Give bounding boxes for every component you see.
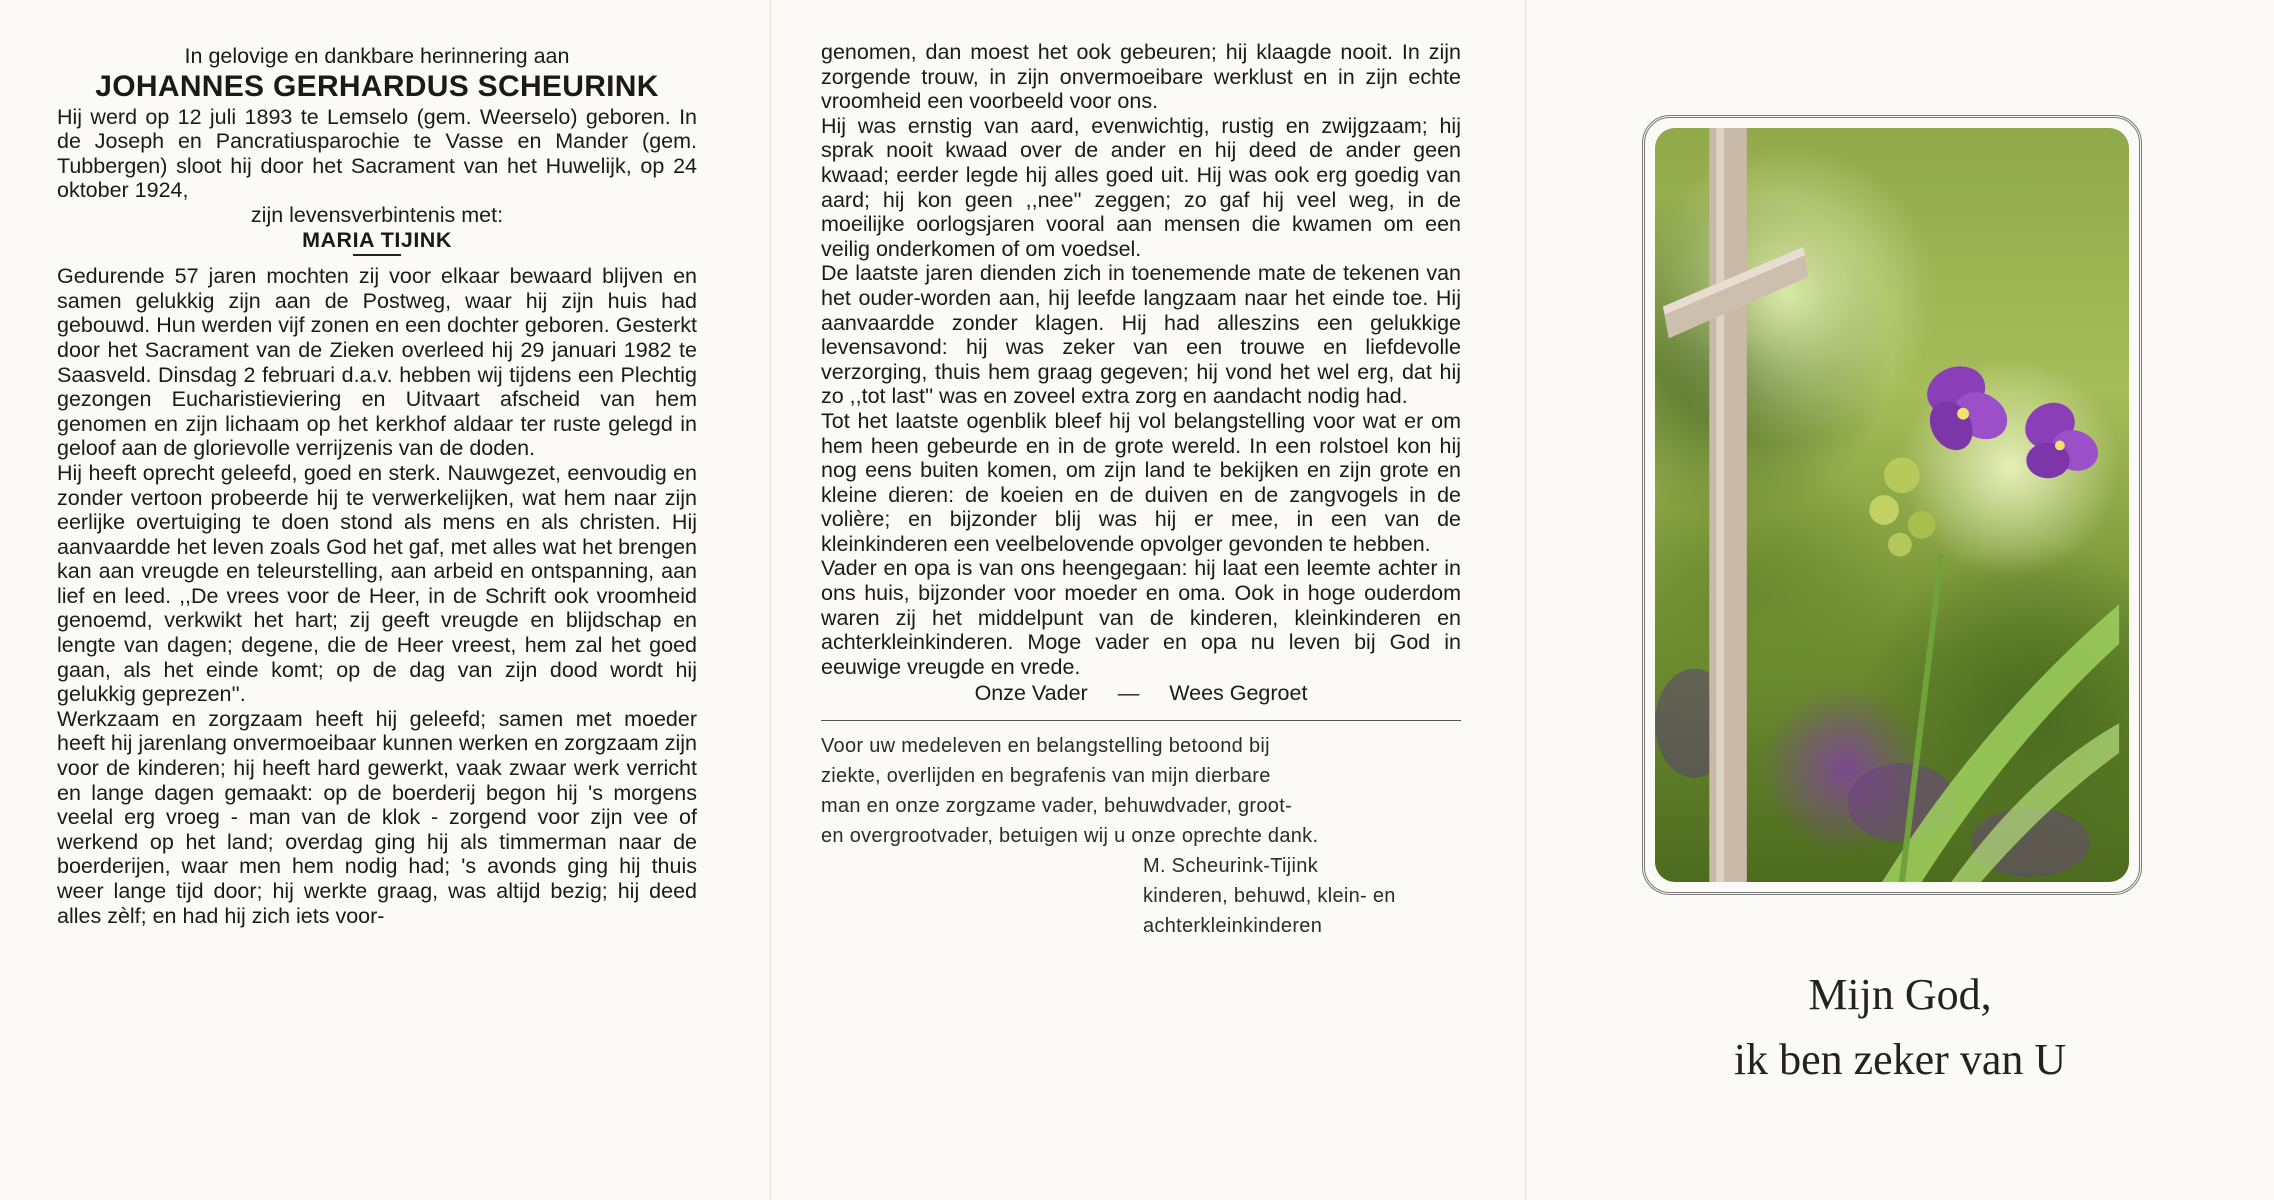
thanks-line: man en onze zorgzame vader, behuwdvader, groot-	[821, 795, 1293, 818]
left-panel	[0, 0, 771, 1200]
signature-name: M. Scheurink-Tijink	[1143, 855, 1318, 878]
paragraph-interest: Tot het laatste ogenblik bleef hij vol belangstelling voor wat er om hem heen gebeurde en in de grote wereld. In een rolstoel kon hij nog eens buiten komen, om zijn land te bekijken en zijn grote en kleine dieren: de koeien en de duiven en de zangvogels in de volière; en bijzonder blij was hij er mee, in een van de kleinkinderen een veelbelovende opvolger gevonden te hebben.	[821, 408, 1461, 556]
paragraph-work: Werkzaam en zorgzaam heeft hij geleefd; samen met moeder heeft hij jarenlang onvermoeibaar kunnen werken en zorgzaam zijn voor de kinderen; hij heeft hard gewerkt, vaak zwaar werk verricht en lange dagen gemaakt: op de boerderij begon hij 's morgens veelal erg vroeg - man van de klok - zorgend voor zijn vee of werkend op het land; overdag ging hij als timmerman naar de boerderijen, waar men hem nodig had; 's avonds ging hij thuis weer lange tijd door; hij werkte graag, was altijd bezig; hij deed alles zèlf; en had hij zich iets voor-	[57, 706, 697, 928]
paragraph-nature: Hij was ernstig van aard, evenwichtig, rustig en zwijgzaam; hij sprak nooit kwaad over de ander en hij deed de ander geen kwaad; eerder legde hij alles goed uit. Hij was ook erg goedig van aard; hij kon geen ,,nee'' zeggen; zo gaf hij veel weg, in de moeilijke oorlogsjaren vooral aan mensen die kwamen om een veilig onderkomen of om voedsel.	[821, 113, 1461, 261]
paragraph-continuation: genomen, dan moest het ook gebeuren; hij klaagde nooit. In zijn zorgende trouw, in zijn onvermoeibare werklust en in zijn echte vroomheid een voorbeeld voor ons.	[821, 40, 1461, 114]
obituary-column-left	[57, 44, 697, 928]
prayer-line	[821, 681, 1461, 706]
thanks-line: en overgrootvader, betuigen wij u onze oprechte dank.	[821, 825, 1319, 848]
spouse-name: MARIA TIJINK	[302, 227, 452, 252]
paragraph-character: Hij heeft oprecht geleefd, goed en sterk. Nauwgezet, eenvoudig en zonder vertoon probeerde hij te verwerkelijken, wat hem naar zijn eerlijke overtuiging te doen stond als mens en als christen. Hij aanvaardde het leven zoals God het gaf, met alles wat het brengen kan aan vreugde en teleurstelling, aan arbeid en ontspanning, aan lief en leed. ,,De vrees voor de Heer, in de Schrift ook vroomheid genoemd, verkwikt het hart; zij geeft vreugde en blijdschap en lengte van dagen; degene, die de Heer vreest, hem zal het goed gaan, als het einde komt; op de dag van zijn dood wordt hij gelukkig geprezen''.	[57, 460, 697, 707]
thanks-line: Voor uw medeleven en belangstelling betoond bij	[821, 735, 1270, 758]
verse-line-2: ik ben zeker van U	[1733, 1035, 2067, 1084]
purple-flower	[1920, 358, 2015, 458]
flower-bud	[1908, 511, 1936, 539]
paragraph-marriage: Gedurende 57 jaren mochten zij voor elkaar bewaard blijven en samen gelukkig zijn aan de Postweg, waar hij zijn huis had gebouwd. Hun werden vijf zonen en een dochter geboren. Gesterkt door het Sacrament van de Zieken overleed hij 29 januari 1982 te Saasveld. Dinsdag 2 februari d.a.v. hebben wij tijdens een Plechtig gezongen Eucharistieviering en Uitvaart afscheid van hem genomen en zijn lichaam op het kerkhof aldaar ter ruste gelegd in geloof aan de glorievolle verrijzenis van de doden.	[57, 264, 697, 461]
purple-flower	[2017, 394, 2104, 478]
deceased-name: JOHANNES GERHARDUS SCHEURINK	[95, 69, 659, 103]
thanks-line: ziekte, overlijden en begrafenis van mijn dierbare	[821, 765, 1271, 788]
intro-line: In gelovige en dankbare herinnering aan	[184, 44, 570, 68]
union-line: zijn levensverbintenis met:	[250, 202, 504, 227]
signature-line: kinderen, behuwd, klein- en	[1143, 885, 1396, 908]
paragraph-last-years: De laatste jaren dienden zich in toenemende mate de tekenen van het ouder-worden aan, hij leefde langzaam naar het einde toe. Hij aanvaardde zonder klagen. Hij had alleszins een gelukkige levensavond: hij was zeker van een trouwe en liefdevolle verzorging, thuis hem graag gegeven; hij vond het wel erg, dat hij zo ,,tot last'' was en zoveel extra zorg en aandacht nodig had.	[821, 261, 1461, 409]
right-panel	[1526, 0, 2274, 1200]
cross-highlight	[1716, 128, 1724, 882]
middle-panel	[771, 0, 1526, 1200]
signature-block	[1143, 851, 1461, 941]
obituary-column-middle	[821, 40, 1461, 941]
prayer-separator: —	[1117, 681, 1140, 706]
cross-and-flower-photo	[1655, 128, 2129, 882]
paragraph-farewell: Vader en opa is van ons heengegaan: hij laat een leemte achter in ons huis, bijzonder voor moeder en oma. Ook in hoge ouderdom waren zij het middelpunt van de kinderen, kleinkinderen en achterkleinkinderen. Moge vader en opa nu leven bij God in eeuwige vreugde en vrede.	[821, 556, 1461, 679]
prayer-our-father: Onze Vader	[974, 681, 1088, 706]
name-underline-rule	[353, 254, 401, 256]
thanks-block	[821, 731, 1461, 851]
divider-rule	[821, 720, 1461, 721]
verse-line-1: Mijn God,	[1808, 970, 1992, 1019]
flower-bud	[1888, 533, 1912, 557]
biography-paragraph: Hij werd op 12 juli 1893 te Lemselo (gem. Weerselo) geboren. In de Joseph en Pancratiusparochie te Vasse en Mander (gem. Tubbergen) sloot hij door het Sacrament van het Huwelijk, op 24 oktober 1924,	[57, 104, 697, 203]
prayer-hail-mary: Wees Gegroet	[1169, 681, 1308, 706]
flower-bud	[1869, 495, 1899, 525]
flower-bud	[1884, 457, 1920, 493]
photo-frame	[1642, 115, 2142, 895]
signature-line: achterkleinkinderen	[1143, 915, 1323, 938]
cross-vertical-beam	[1709, 128, 1747, 882]
photo-illustration	[1655, 128, 2129, 882]
